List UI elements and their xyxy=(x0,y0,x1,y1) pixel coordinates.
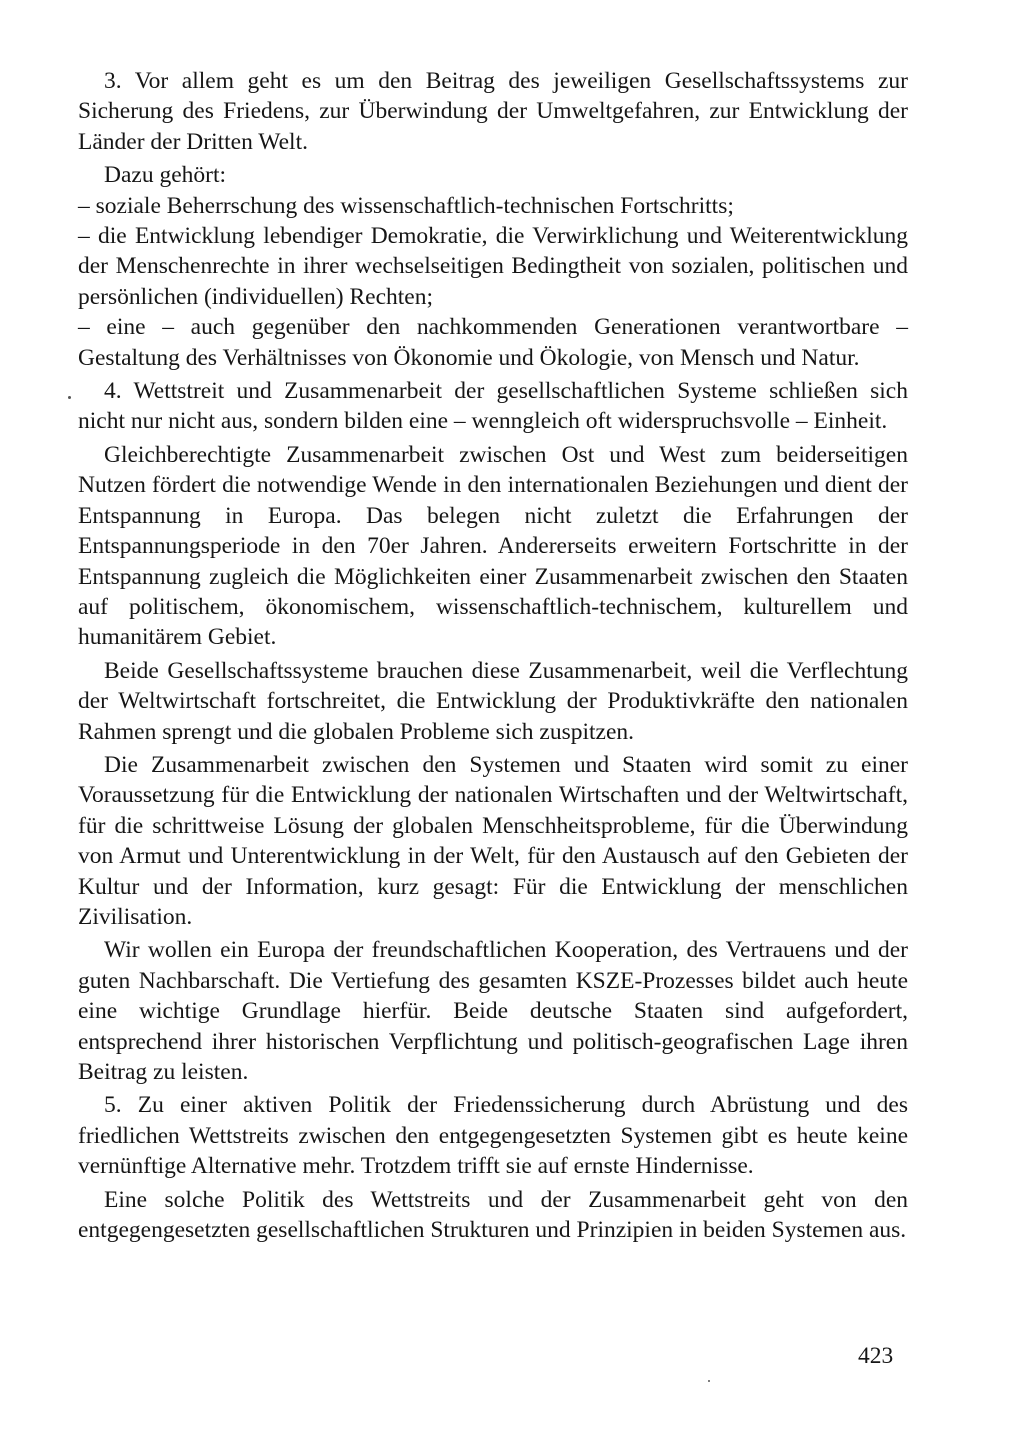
paragraph-cooperation: Gleichberechtigte Zusammenarbeit zwischen Ost und West zum beiderseitigen Nutzen fördert die notwendige Wende in den internationalen Beziehungen und dient der Entspannung in Europa. Das belegen nicht zuletzt die Erfahrungen der Entspannungsperiode in den 70er Jahren. Andererseits erweitern Fortschritte in der Entspannung zugleich die Möglichkeiten einer Zusammenarbeit zwischen den Staaten auf politischem, ökonomischem, wissenschaftlich-technischem, kulturellem und humanitärem Gebiet. xyxy=(78,441,908,651)
paragraph-point-4: 4. Wettstreit und Zusammenarbeit der gesellschaftlichen Systeme schließen sich nicht nur nicht aus, sondern bilden eine – wenngleich oft widerspruchsvolle – Einheit. xyxy=(78,378,908,435)
list-item: – eine – auch gegenüber den nachkommenden Generationen verantwortbare – Gestaltung des Verhältnisses von Ökonomie und Ökologie, von Mensch und Natur. xyxy=(78,314,908,371)
paragraph-policy: Eine solche Politik des Wettstreits und der Zusammenarbeit geht von den entgegengesetzten gesellschaftlichen Strukturen und Prinzipien in beiden Systemen aus. xyxy=(78,1186,908,1244)
paragraph-prerequisite: Die Zusammenarbeit zwischen den Systemen und Staaten wird somit zu einer Voraussetzung für die Entwicklung der nationalen Wirtschaften und der Weltwirtschaft, für die schrittweise Lösung der globalen Menschheitsprobleme, für die Überwindung von Armut und Unterentwicklung in der Welt, für den Austausch auf den Gebieten der Kultur und der Information, kurz gesagt: Für die Entwicklung der menschlichen Zivilisation. xyxy=(78,751,908,930)
list-item: – soziale Beherrschung des wissenschaftlich-technischen Fortschritts; xyxy=(78,192,734,219)
page-body xyxy=(78,66,908,1248)
scan-speck xyxy=(68,396,71,399)
page-number: 423 xyxy=(858,1343,894,1369)
list-intro: Dazu gehört: xyxy=(104,162,227,189)
paragraph-europe: Wir wollen ein Europa der freundschaftlichen Kooperation, des Vertrauens und der guten Nachbarschaft. Die Vertiefung des gesamten KSZE-Prozesses bildet auch heute eine wichtige Grundlage hierfür. Beide deutsche Staaten sind aufgefordert, entsprechend ihrer historischen Verpflichtung und politisch-geografischen Lage ihren Beitrag zu leisten. xyxy=(78,937,908,1085)
scan-speck xyxy=(708,1380,710,1382)
paragraph-both-systems: Beide Gesellschaftssysteme brauchen diese Zusammenarbeit, weil die Verflechtung der Weltwirtschaft fortschreitet, die Entwicklung der Produktivkräfte den nationalen Rahmen sprengt und die globalen Probleme sich zuspitzen. xyxy=(78,657,908,745)
list-block xyxy=(78,160,908,373)
list-item: – die Entwicklung lebendiger Demokratie, die Verwirklichung und Weiterentwicklung der Menschenrechte in ihrer wechselseitigen Bedingtheit von sozialen, politischen und persönlichen (individuellen) Rechten; xyxy=(78,223,908,310)
paragraph-point-5: 5. Zu einer aktiven Politik der Friedenssicherung durch Abrüstung und des friedlichen Wettstreits zwischen den entgegengesetzten Systemen gibt es heute keine vernünftige Alternative mehr. Trotzdem trifft sie auf ernste Hindernisse. xyxy=(78,1092,908,1180)
paragraph-point-3: 3. Vor allem geht es um den Beitrag des jeweiligen Gesellschaftssystems zur Sicherung des Friedens, zur Überwindung der Umweltgefahren, zur Entwicklung der Länder der Dritten Welt. xyxy=(78,68,908,155)
